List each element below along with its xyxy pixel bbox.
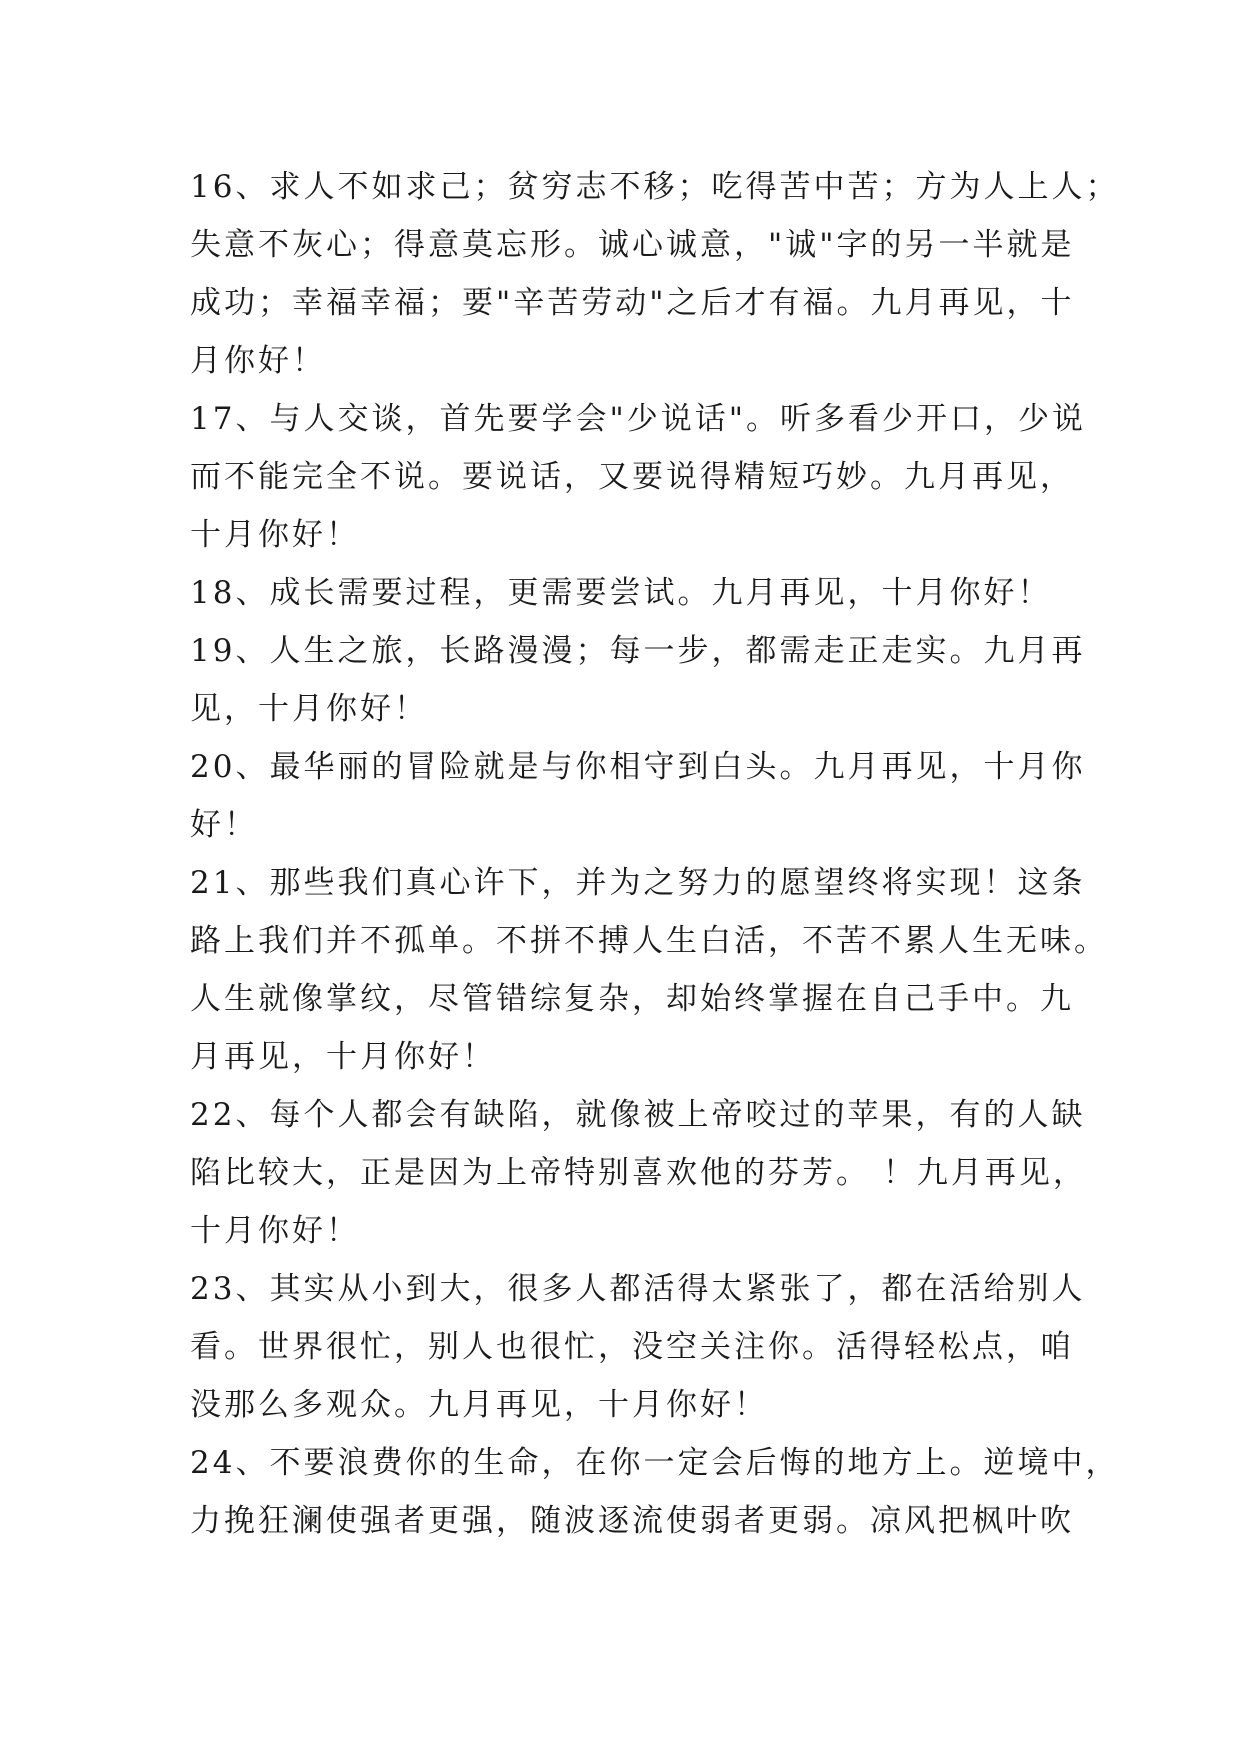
text-line: 19、人生之旅，长路漫漫；每一步，都需走正走实。九月再 [190, 633, 1086, 669]
text-line: 见，十月你好！ [190, 691, 428, 727]
text-line: 24、不要浪费你的生命，在你一定会后悔的地方上。逆境中， [190, 1445, 1120, 1481]
text-line: 十月你好！ [190, 1213, 360, 1249]
text-line: 22、每个人都会有缺陷，就像被上帝咬过的苹果，有的人缺 [190, 1097, 1086, 1133]
text-line: 陷比较大，正是因为上帝特别喜欢他的芬芳。 ！九月再见， [190, 1155, 1087, 1191]
text-line: 没那么多观众。九月再见，十月你好！ [190, 1387, 768, 1423]
text-line: 力挽狂澜使强者更强，随波逐流使弱者更弱。凉风把枫叶吹 [190, 1503, 1074, 1539]
text-line: 16、求人不如求己；贫穷志不移；吃得苦中苦；方为人上人； [190, 169, 1120, 205]
text-line: 而不能完全不说。要说话，又要说得精短巧妙。九月再见， [190, 459, 1074, 495]
text-line: 月你好！ [190, 343, 326, 379]
text-line: 好！ [190, 807, 258, 843]
text-line: 17、与人交谈，首先要学会"少说话"。听多看少开口，少说 [190, 401, 1086, 437]
text-line: 23、其实从小到大，很多人都活得太紧张了，都在活给别人 [190, 1271, 1086, 1307]
text-line: 20、最华丽的冒险就是与你相守到白头。九月再见，十月你 [190, 749, 1086, 785]
text-line: 月再见，十月你好！ [190, 1039, 496, 1075]
text-line: 十月你好！ [190, 517, 360, 553]
text-line: 18、成长需要过程，更需要尝试。九月再见，十月你好！ [190, 575, 1052, 611]
text-line: 失意不灰心；得意莫忘形。诚心诚意，"诚"字的另一半就是 [190, 227, 1075, 263]
text-line: 21、那些我们真心许下，并为之努力的愿望终将实现！这条 [190, 865, 1086, 901]
text-line: 人生就像掌纹，尽管错综复杂，却始终掌握在自己手中。九 [190, 981, 1074, 1017]
text-line: 路上我们并不孤单。不拼不搏人生白活，不苦不累人生无味。 [190, 923, 1108, 959]
text-line: 看。世界很忙，别人也很忙，没空关注你。活得轻松点，咱 [190, 1329, 1074, 1365]
document-body [190, 158, 1120, 1550]
text-line: 成功；幸福幸福；要"辛苦劳动"之后才有福。九月再见，十 [190, 285, 1075, 321]
